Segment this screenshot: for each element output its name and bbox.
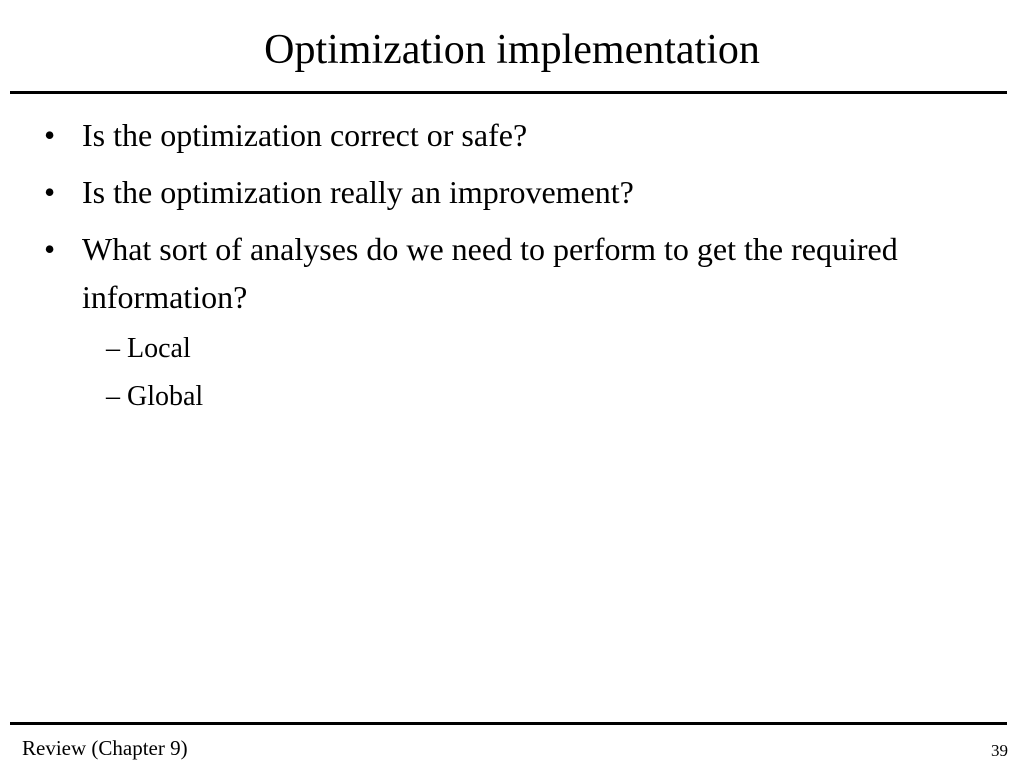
sub-bullet-item: – Global	[106, 381, 204, 412]
bullet-text: What sort of analyses do we need to perform to get the required information?	[82, 231, 898, 315]
bullet-item	[44, 111, 994, 159]
bullet-text: Is the optimization correct or safe?	[82, 117, 528, 153]
bullet-marker: •	[44, 117, 56, 153]
bullet-item	[44, 225, 994, 321]
sub-bullet-item: – Local	[106, 333, 191, 364]
footer-divider	[10, 722, 1007, 725]
title-divider	[10, 91, 1007, 94]
slide-title: Optimization implementation	[264, 27, 760, 73]
bullet-marker: •	[44, 174, 56, 210]
bullet-text: Is the optimization really an improvement?	[82, 174, 634, 210]
footer-label: Review (Chapter 9)	[22, 736, 188, 760]
bullet-item	[44, 168, 994, 216]
page-number: 39	[991, 741, 1008, 760]
bullet-marker: •	[44, 231, 56, 267]
